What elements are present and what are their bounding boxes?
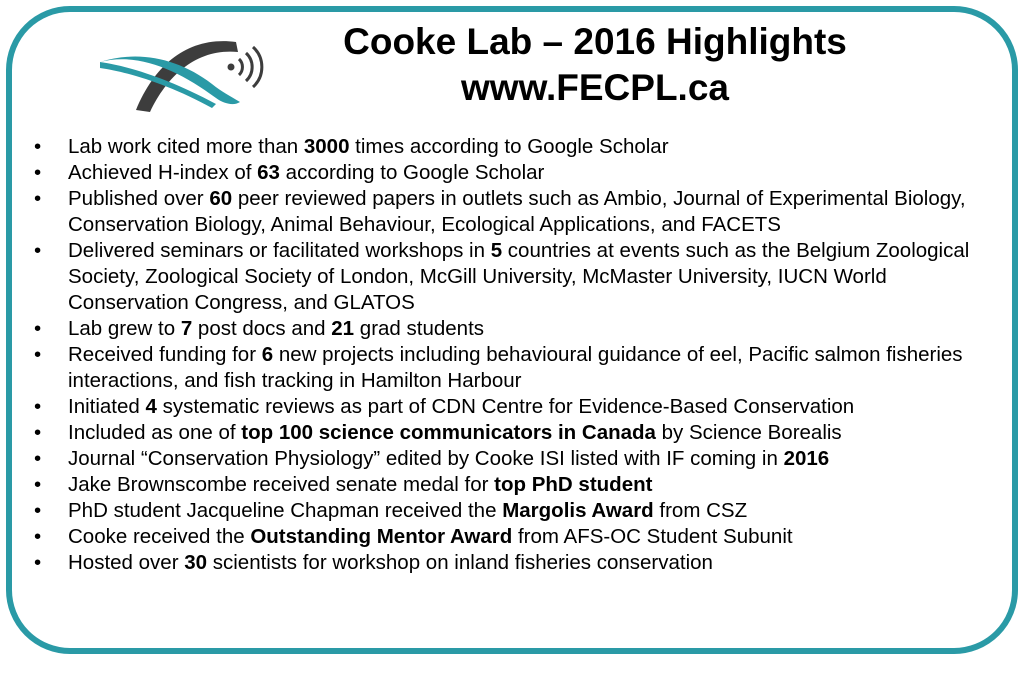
highlight-item [34,446,999,472]
highlight-item [34,524,999,550]
page-title: Cooke Lab – 2016 Highlights [343,21,847,62]
bullet-icon: • [34,395,42,418]
website-link[interactable]: www.FECPL.ca [461,67,729,108]
highlight-text: PhD student Jacqueline Chapman received the [68,499,503,522]
highlight-text: Hosted over [68,551,185,574]
highlight-item [34,550,999,576]
bullet-icon: • [34,525,42,548]
highlight-text: grad students [354,317,485,340]
highlight-text: Jake Brownscombe received senate medal for [68,473,495,496]
highlight-text: according to Google Scholar [279,161,545,184]
highlight-text: Received funding for [68,343,262,366]
highlight-text: Initiated [68,395,146,418]
highlight-emphasis: 2016 [783,447,830,470]
highlight-text: scientists for workshop on inland fisheries conservation [207,551,713,574]
highlight-text: Cooke received the [68,525,251,548]
highlight-text: new projects including behavioural guidance of eel, Pacific salmon fisheries interactions, and fish tracking in Hamilton Harbour [68,343,963,392]
bullet-icon: • [34,161,42,184]
fish-signal-logo-icon [98,22,268,114]
highlight-emphasis: Outstanding Mentor Award [250,525,513,548]
highlight-text: peer reviewed papers in outlets such as Ambio, Journal of Experimental Biology, Conservation Biology, Animal Behaviour, Ecological Applications, and FACETS [68,187,966,236]
highlight-emphasis: 5 [490,239,503,262]
bullet-icon: • [34,187,42,210]
highlight-emphasis: top PhD student [494,473,653,496]
highlight-text: Lab work cited more than [68,135,304,158]
bullet-icon: • [34,343,42,366]
highlight-text: post docs and [192,317,332,340]
highlight-emphasis: 4 [145,395,157,418]
highlight-item [34,472,999,498]
highlight-text: countries at events such as the Belgium Zoological Society, Zoological Society of London, McGill University, McMaster University, IUCN World Conservation Congress, and GLATOS [68,239,970,314]
highlight-emphasis: 30 [184,551,208,574]
highlight-emphasis: top 100 science communicators in Canada [241,421,656,444]
bullet-icon: • [34,473,42,496]
highlight-item [34,498,999,524]
highlight-text: Lab grew to [68,317,181,340]
highlight-emphasis: 7 [180,317,193,340]
highlight-text: Journal “Conservation Physiology” edited by Cooke ISI listed with IF coming in [68,447,784,470]
highlight-item [34,420,999,446]
highlight-emphasis: 21 [331,317,355,340]
highlight-item [34,342,999,394]
highlight-item [34,316,999,342]
highlight-text: Included as one of [68,421,242,444]
highlight-text: Achieved H-index of [68,161,258,184]
highlights-list [34,134,999,576]
highlight-item [34,186,999,238]
bullet-icon: • [34,421,42,444]
bullet-icon: • [34,447,42,470]
highlight-text: systematic reviews as part of CDN Centre for Evidence-Based Conservation [156,395,855,418]
highlight-text: from AFS-OC Student Subunit [512,525,793,548]
bullet-icon: • [34,135,42,158]
bullet-icon: • [34,239,42,262]
highlight-text: by Science Borealis [655,421,842,444]
highlight-emphasis: 3000 [303,135,350,158]
bullet-icon: • [34,551,42,574]
highlight-text: Published over [68,187,210,210]
highlight-text: Delivered seminars or facilitated workshops in [68,239,491,262]
highlight-text: times according to Google Scholar [349,135,669,158]
highlight-item [34,160,999,186]
highlight-item [34,394,999,420]
highlight-emphasis: Margolis Award [502,499,654,522]
bullet-icon: • [34,317,42,340]
highlight-emphasis: 6 [261,343,274,366]
bullet-icon: • [34,499,42,522]
highlight-emphasis: 60 [209,187,233,210]
highlight-text: from CSZ [653,499,748,522]
highlight-item [34,134,999,160]
highlight-emphasis: 63 [257,161,280,184]
highlight-item [34,238,999,316]
